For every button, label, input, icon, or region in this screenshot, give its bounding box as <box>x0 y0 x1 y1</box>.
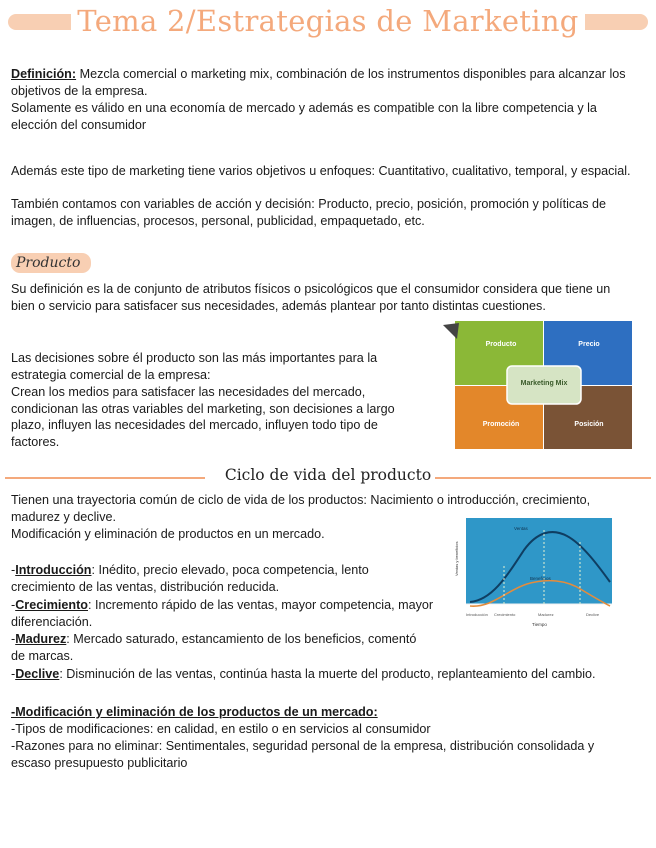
modification-reasons: -Razones para no eliminar: Sentimentales, seguridad personal de la empresa, distribución consolidada y escaso presupuesto publicitario <box>11 739 595 770</box>
ciclo-modification: Modificación y eliminación de productos en un mercado. <box>11 527 325 541</box>
marketing-mix-diagram <box>441 319 636 451</box>
objectives-paragraph: Además este tipo de marketing tiene varios objetivos u enfoques: Cuantitativo, cualitativo, temporal, y espacial. <box>11 164 631 178</box>
arrow-icon <box>443 323 459 339</box>
title-banner <box>0 2 656 40</box>
producto-decisions-detail: Crean los medios para satisfacer las necesidades del mercado, condicionan las otras variables del marketing, son decisiones a largo plazo, influyen las necesidades del mercado, influyen todo tipo de factores. <box>11 385 395 449</box>
chart-xlabel: Tiempo <box>532 622 547 627</box>
chart-stage-crecimiento: Crecimiento <box>494 612 516 617</box>
mm-label-precio: Precio <box>578 341 600 348</box>
chart-stage-introduccion: Introducción <box>466 612 488 617</box>
definition-paragraph: Definición: Mezcla comercial o marketing mix, combinación de los instrumentos disponibles para alcanzar los objetivos de la empresa. <box>11 67 626 98</box>
mm-label-center: Marketing Mix <box>520 380 568 387</box>
chart-plot-area <box>466 518 612 604</box>
chart-ylabel: Ventas y beneficios <box>454 541 459 576</box>
beneficios-label: Beneficios <box>530 576 551 581</box>
modification-heading: -Modificación y eliminación de los productos de un mercado: <box>11 705 378 719</box>
variables-paragraph: También contamos con variables de acción y decisión: Producto, precio, posición, promoción y políticas de imagen, de influencias, procesos, personal, publicidad, empaquetado, etc. <box>11 197 607 228</box>
page-title: Tema 2/Estrategias de Marketing <box>0 4 656 38</box>
stage-madurez: -Madurez: Mercado saturado, estancamiento de los beneficios, comentó de marcas. <box>11 632 417 663</box>
definition-label: Definición: <box>11 67 77 81</box>
producto-decisions: Las decisiones sobre él producto son las más importantes para la estrategia comercial de la empresa: <box>11 351 378 382</box>
ciclo-heading: Ciclo de vida del producto <box>0 466 656 484</box>
producto-heading: Producto <box>16 255 81 271</box>
producto-definition: Su definición es la de conjunto de atributos físicos o psicológicos que el consumidor considera que tiene un bien o servicio para satisfacer sus necesidades, además plantear por tanto distintas cuestiones. <box>11 282 611 313</box>
mm-label-posicion: Posición <box>574 421 604 428</box>
chart-stage-declive: Declive <box>586 612 600 617</box>
life-cycle-chart <box>452 516 614 634</box>
mm-label-promocion: Promoción <box>482 421 520 428</box>
definition-paragraph-2: Solamente es válido en una economía de mercado y además es compatible con la libre competencia y la elección del consumidor <box>11 101 597 132</box>
ciclo-intro: Tienen una trayectoria común de ciclo de vida de los productos: Nacimiento o introducción, crecimiento, madurez y declive. <box>11 493 591 524</box>
ventas-label: Ventas <box>514 526 528 531</box>
stage-declive: -Declive: Disminución de las ventas, continúa hasta la muerte del producto, replanteamiento del cambio. <box>11 667 596 681</box>
stage-introduccion: -Introducción: Inédito, precio elevado, poca competencia, lento crecimiento de las ventas, distribución reducida. <box>11 563 369 594</box>
mm-label-producto: Producto <box>485 341 517 348</box>
stage-crecimiento: -Crecimiento: Incremento rápido de las ventas, mayor competencia, mayor diferenciación. <box>11 598 434 629</box>
modification-types: -Tipos de modificaciones: en calidad, en estilo o en servicios al consumidor <box>11 722 431 736</box>
life-cycle-svg <box>452 516 614 634</box>
chart-stage-madurez: Madurez <box>538 612 554 617</box>
